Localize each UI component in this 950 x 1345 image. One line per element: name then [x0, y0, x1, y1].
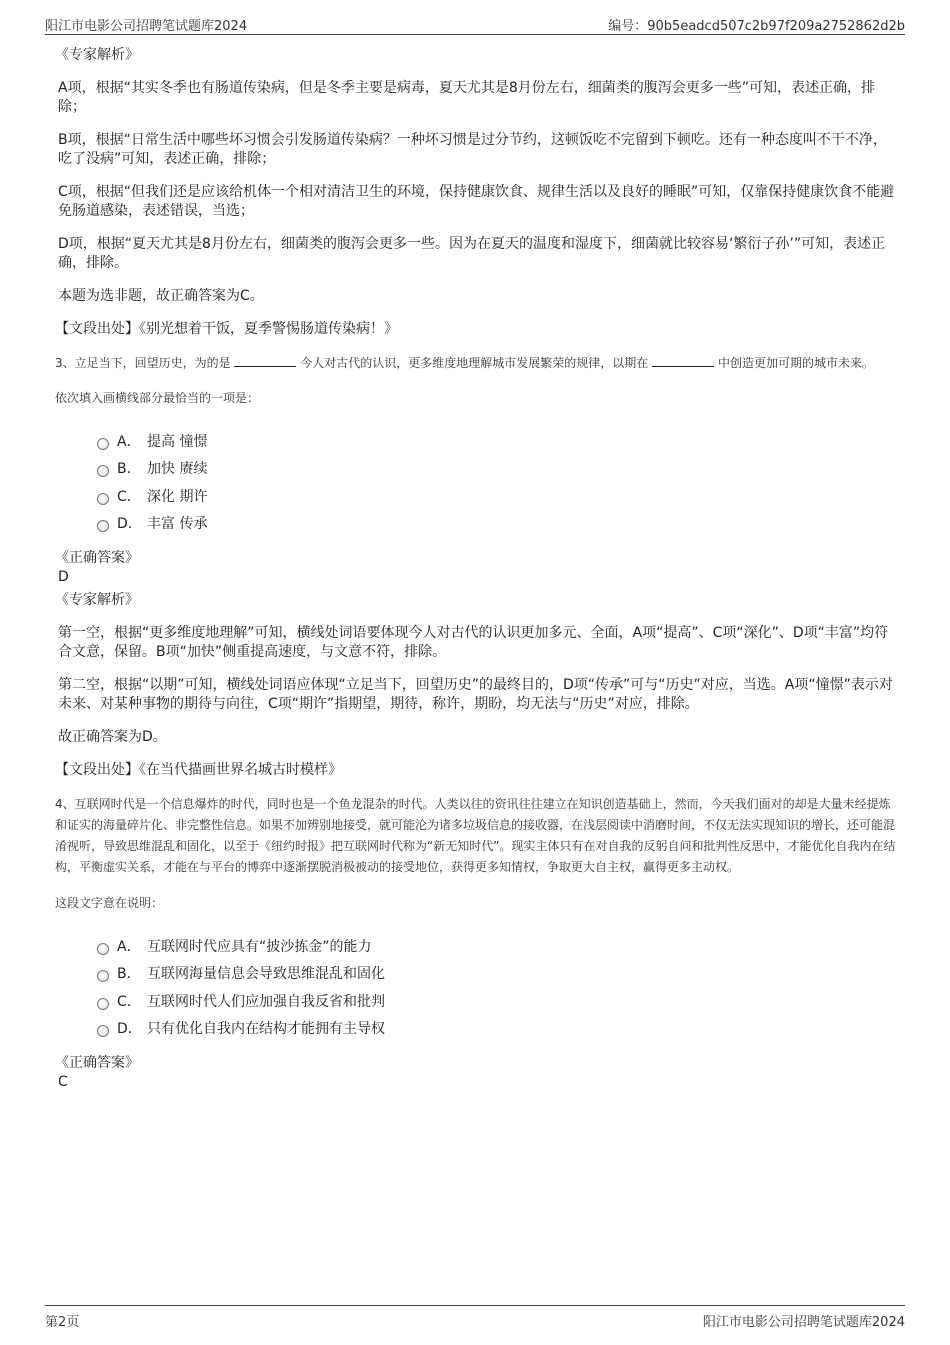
- q3-options: [97, 427, 900, 537]
- option-letter: B．: [117, 461, 141, 478]
- q4-options: [97, 932, 900, 1042]
- option-letter: D．: [117, 516, 142, 533]
- q4-question: 4、互联网时代是一个信息爆炸的时代，同时也是一个鱼龙混杂的时代。人类以往的资讯往往建立在知识创造基础上，然而，今天我们面对的却是大量未经提炼和证实的海量碎片化、非完整性信息。如果不加辨别地接受，就可能沦为诸多垃圾信息的接收器，在浅层阅读中消磨时间，不仅无法实现知识的增长，还可能混淆视听，导致思维混乱和固化，以至于《纽约时报》把互联网时代称为“新无知时代”。现实主体只有在对自我的反躬自问和批判性反思中，才能优化自我内在结构，平衡虚实关系，才能在与平台的博弈中逐渐摆脱消极被动的接受地位，获得更多知情权，争取更大自主权，赢得更多主动权。: [55, 797, 896, 874]
- q3-source: 【文段出处】《在当代描画世界名城古时模样》: [55, 762, 342, 778]
- q4-option-a[interactable]: [97, 932, 900, 960]
- option-text: 互联网时代应具有“披沙拣金”的能力: [147, 938, 372, 955]
- radio-button-icon[interactable]: [97, 438, 109, 450]
- q4-option-b[interactable]: [97, 960, 900, 988]
- option-text: 提高 憧憬: [147, 433, 208, 450]
- option-text: 互联网时代人们应加强自我反省和批判: [147, 993, 385, 1010]
- option-letter: D．: [117, 1021, 142, 1038]
- q3-blank-1: [234, 354, 296, 367]
- option-letter: A．: [117, 938, 141, 955]
- page-content: [55, 46, 900, 1096]
- q3-option-d[interactable]: [97, 510, 900, 538]
- radio-button-icon[interactable]: [97, 1025, 109, 1037]
- q3-analysis-label: 《专家解析》: [55, 592, 139, 608]
- option-letter: B．: [117, 966, 141, 983]
- option-text: 只有优化自我内在结构才能拥有主导权: [147, 1021, 385, 1038]
- q3-conclusion: 故正确答案为D。: [58, 729, 167, 745]
- q3-analysis-first-blank: 第一空，根据“更多维度地理解”可知，横线处词语要体现今人对古代的认识更加多元、全面，A项“提高”、C项“深化”、D项“丰富”均符合文意，保留。B项“加快”侧重提高速度，与文意不符，排除。: [58, 625, 889, 660]
- option-text: 深化 期许: [147, 488, 208, 505]
- radio-button-icon[interactable]: [97, 520, 109, 532]
- q2-conclusion: 本题为选非题，故正确答案为C。: [58, 288, 264, 304]
- document-code: 编号：90b5eadcd507c2b97f209a2752862d2b: [608, 19, 905, 34]
- radio-button-icon[interactable]: [97, 493, 109, 505]
- page-number: 第2页: [45, 1315, 80, 1330]
- q2-analysis-label: 《专家解析》: [55, 47, 139, 63]
- q4-answer-label: 《正确答案》: [55, 1055, 139, 1071]
- q3-analysis-second-blank: 第二空，根据“以期”可知，横线处词语应体现“立足当下，回望历史”的最终目的，D项“传承”可与“历史”对应，当选。A项“憧憬”表示对未来、对某种事物的期待与向往，C项“期许”指期望，期待，称许，期盼，均无法与“历史”对应，排除。: [58, 677, 893, 712]
- option-letter: A．: [117, 433, 141, 450]
- radio-button-icon[interactable]: [97, 943, 109, 955]
- q3-text-b: 今人对古代的认识，更多维度地理解城市发展繁荣的规律，以期在: [300, 356, 649, 370]
- q4-option-c[interactable]: [97, 987, 900, 1015]
- option-text: 互联网海量信息会导致思维混乱和固化: [147, 966, 385, 983]
- q3-option-c[interactable]: [97, 482, 900, 510]
- q4-answer: C: [58, 1074, 68, 1090]
- radio-button-icon[interactable]: [97, 998, 109, 1010]
- radio-button-icon[interactable]: [97, 465, 109, 477]
- q2-source: 【文段出处】《别光想着干饭，夏季警惕肠道传染病！》: [55, 321, 398, 337]
- option-letter: C．: [117, 488, 141, 505]
- option-text: 加快 赓续: [147, 461, 208, 478]
- page-header: [45, 12, 905, 35]
- q3-blank-2: [652, 354, 714, 367]
- q3-option-b[interactable]: [97, 455, 900, 483]
- q4-option-d[interactable]: [97, 1015, 900, 1043]
- q3-option-a[interactable]: [97, 427, 900, 455]
- option-text: 丰富 传承: [147, 516, 208, 533]
- option-letter: C．: [117, 993, 141, 1010]
- q2-analysis-d: D项，根据“夏天尤其是8月份左右，细菌类的腹泻会更多一些。因为在夏天的温度和湿度下，细菌就比较容易‘繁衍子孙’”可知，表述正确，排除。: [58, 236, 886, 271]
- q2-analysis-a: A项，根据“其实冬季也有肠道传染病，但是冬季主要是病毒，夏天尤其是8月份左右，细菌类的腹泻会更多一些”可知，表述正确，排除；: [58, 80, 875, 115]
- radio-button-icon[interactable]: [97, 970, 109, 982]
- header-title: 阳江市电影公司招聘笔试题库2024: [45, 19, 248, 34]
- q2-analysis-b: B项，根据“日常生活中哪些坏习惯会引发肠道传染病？一种坏习惯是过分节约，这顿饭吃不完留到下顿吃。还有一种态度叫不干不净，吃了没病”可知，表述正确，排除；: [58, 132, 887, 167]
- footer-title: 阳江市电影公司招聘笔试题库2024: [702, 1315, 905, 1330]
- q4-prompt: 这段文字意在说明：: [55, 896, 164, 910]
- q3-text-c: 中创造更加可期的城市未来。: [717, 356, 874, 370]
- q3-answer: D: [58, 569, 69, 585]
- q3-answer-label: 《正确答案》: [55, 550, 139, 566]
- q2-analysis-c: C项，根据“但我们还是应该给机体一个相对清洁卫生的环境，保持健康饮食、规律生活以及良好的睡眠”可知，仅靠保持健康饮食不能避免肠道感染，表述错误，当选；: [58, 184, 895, 219]
- q3-text-a: 3、立足当下，回望历史，为的是: [55, 356, 231, 370]
- page-footer: [45, 1305, 905, 1330]
- q3-prompt: 依次填入画横线部分最恰当的一项是：: [55, 391, 260, 405]
- q3-question: [55, 353, 900, 373]
